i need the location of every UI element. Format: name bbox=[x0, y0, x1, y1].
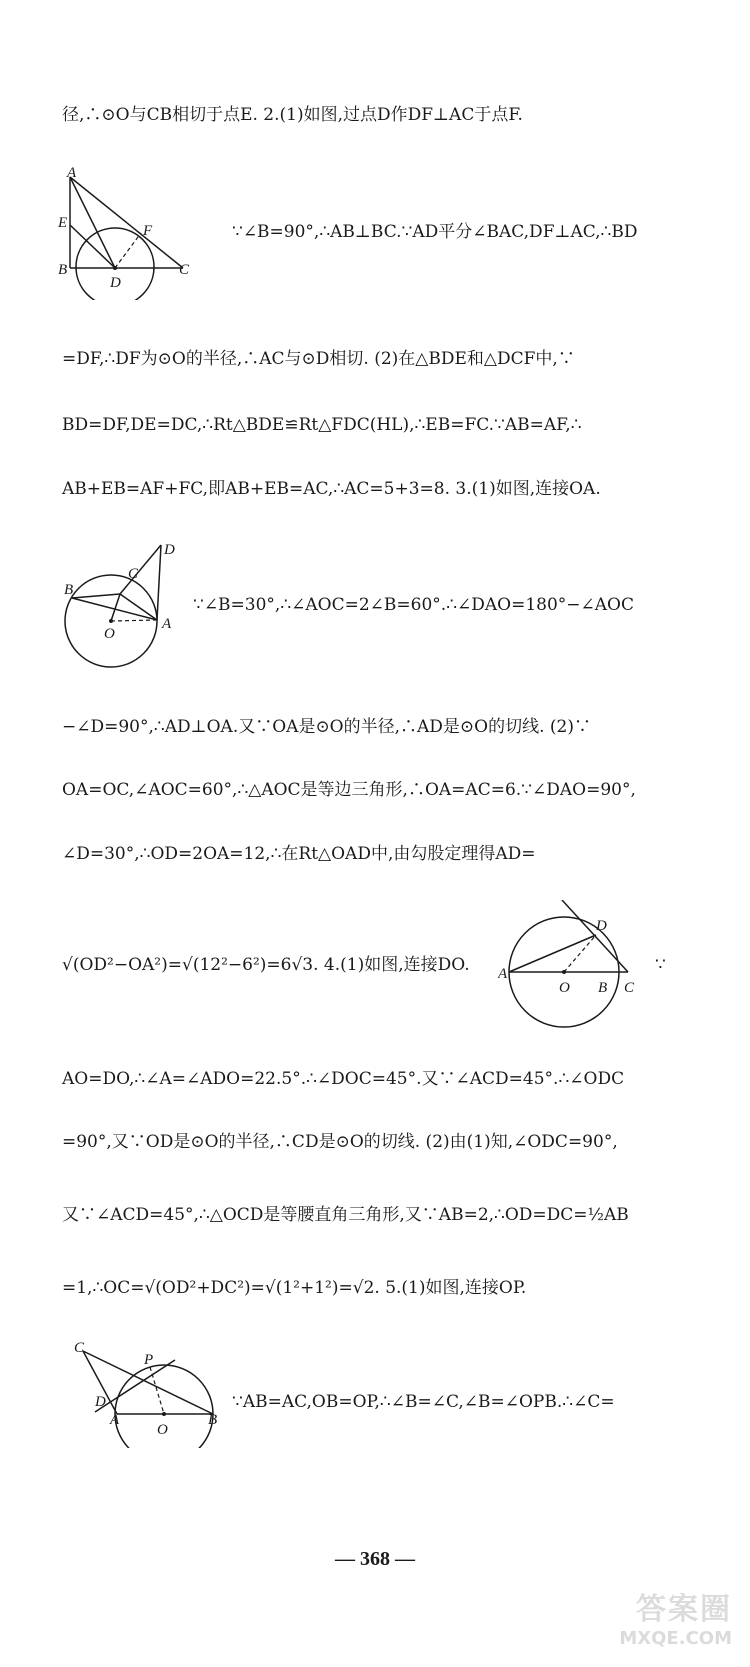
svg-text:E: E bbox=[58, 215, 68, 231]
text-line-6: ∵∠B=30°,∴∠AOC=2∠B=60°.∴∠DAO=180°−∠AOC bbox=[193, 595, 634, 615]
text-line-5: AB+EB=AF+FC,即AB+EB=AC,∴AC=5+3=8. 3.(1)如图,连接OA. bbox=[62, 479, 601, 499]
svg-text:F: F bbox=[143, 223, 153, 239]
svg-text:B: B bbox=[208, 1412, 218, 1428]
text-line-3: =DF,∴DF为⊙O的半径,∴AC与⊙D相切. (2)在△BDE和△DCF中,∵ bbox=[62, 349, 575, 369]
watermark bbox=[619, 1584, 732, 1649]
text-line-9: ∠D=30°,∴OD=2OA=12,∴在Rt△OAD中,由勾股定理得AD= bbox=[62, 844, 536, 864]
svg-text:A: A bbox=[162, 616, 172, 632]
figure-4 bbox=[68, 1338, 238, 1448]
svg-text:P: P bbox=[144, 1352, 154, 1368]
text-line-8: OA=OC,∠AOC=60°,∴△AOC是等边三角形,∴OA=AC=6.∵∠DAO=90°, bbox=[62, 780, 636, 800]
figure-2 bbox=[58, 540, 188, 675]
watermark-logo-text: 答案圈 bbox=[636, 1592, 732, 1627]
text-line-2: ∵∠B=90°,∴AB⊥BC.∵AD平分∠BAC,DF⊥AC,∴BD bbox=[232, 222, 638, 242]
watermark-url: MXQE.COM bbox=[619, 1628, 732, 1649]
text-line-4: BD=DF,DE=DC,∴Rt△BDE≌Rt△FDC(HL),∴EB=FC.∵AB=AF,∴ bbox=[62, 415, 582, 435]
svg-text:C: C bbox=[128, 566, 139, 582]
svg-text:D: D bbox=[95, 1394, 106, 1410]
svg-text:A: A bbox=[110, 1412, 120, 1428]
svg-text:B: B bbox=[598, 980, 608, 996]
text-line-1: 径,∴⊙O与CB相切于点E. 2.(1)如图,过点D作DF⊥AC于点F. bbox=[62, 105, 523, 125]
text-line-7: −∠D=90°,∴AD⊥OA.又∵OA是⊙O的半径,∴AD是⊙O的切线. (2)∵ bbox=[62, 717, 591, 737]
text-line-11: ∵ bbox=[655, 955, 666, 975]
svg-text:A: A bbox=[67, 165, 77, 181]
text-line-12: AO=DO,∴∠A=∠ADO=22.5°.∴∠DOC=45°.又∵∠ACD=45°.∴∠ODC bbox=[62, 1069, 625, 1089]
svg-text:B: B bbox=[64, 582, 74, 598]
text-line-14: 又∵∠ACD=45°,∴△OCD是等腰直角三角形,又∵AB=2,∴OD=DC=½AB bbox=[62, 1205, 629, 1225]
svg-text:A: A bbox=[498, 966, 508, 982]
svg-text:O: O bbox=[559, 980, 570, 996]
text-line-13: =90°,又∵OD是⊙O的半径,∴CD是⊙O的切线. (2)由(1)知,∠ODC=90°, bbox=[62, 1132, 618, 1152]
svg-text:D: D bbox=[596, 918, 607, 934]
figure-3 bbox=[498, 900, 638, 1030]
svg-text:C: C bbox=[179, 262, 190, 278]
svg-text:C: C bbox=[74, 1340, 85, 1356]
text-line-15: =1,∴OC=√(OD²+DC²)=√(1²+1²)=√2. 5.(1)如图,连接OP. bbox=[62, 1278, 527, 1298]
svg-text:D: D bbox=[110, 275, 121, 291]
text-line-16: ∵AB=AC,OB=OP,∴∠B=∠C,∠B=∠OPB.∴∠C= bbox=[232, 1392, 615, 1412]
svg-text:C: C bbox=[624, 980, 635, 996]
svg-text:O: O bbox=[157, 1422, 168, 1438]
svg-text:B: B bbox=[58, 262, 68, 278]
svg-text:O: O bbox=[104, 626, 115, 642]
svg-text:D: D bbox=[164, 542, 175, 558]
text-line-10: √(OD²−OA²)=√(12²−6²)=6√3. 4.(1)如图,连接DO. bbox=[62, 955, 470, 975]
page-number: — 368 — bbox=[335, 1548, 415, 1570]
figure-1 bbox=[55, 165, 205, 300]
